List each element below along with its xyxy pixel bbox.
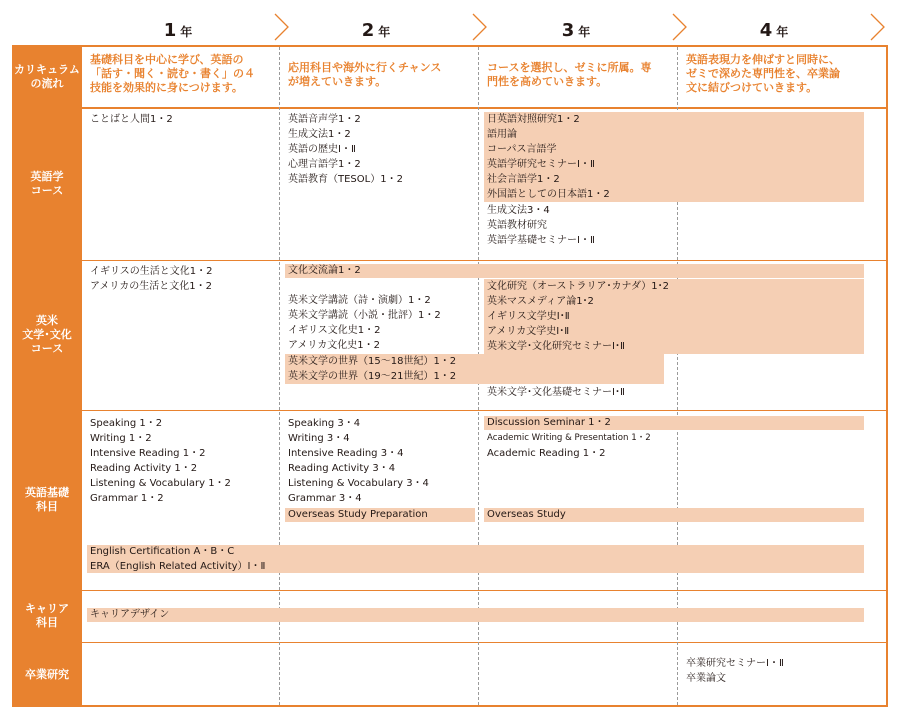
curriculum-y2: 応用科目や海外に行くチャンス が増えていきます。 [288, 61, 442, 88]
course-item: Overseas Study [487, 509, 566, 520]
course-item: コーパス言語学 [487, 144, 557, 155]
course-item: Speaking 3・4 [288, 418, 361, 429]
course-item: アメリカ文学史Ⅰ･Ⅱ [487, 326, 570, 337]
course-item: Intensive Reading 1・2 [90, 448, 206, 459]
row-label-career: キャリア 科目 [12, 590, 82, 642]
course-item: 英語学基礎セミナーⅠ・Ⅱ [487, 235, 595, 246]
year-suffix: 年 [180, 25, 193, 39]
eigogaku-y3-list [487, 203, 595, 248]
course-item: 英語音声学1・2 [288, 114, 361, 125]
course-item: 卒業論文 [686, 673, 726, 684]
course-item: 英語教材研究 [487, 220, 547, 231]
course-item: 文化研究（オーストラリア･カナダ）1･2 [487, 281, 670, 292]
row-label-eibei: 英米 文学･文化 コース [12, 260, 82, 410]
row-divider [12, 107, 888, 109]
year-suffix: 年 [578, 25, 591, 39]
course-item: Writing 3・4 [288, 433, 350, 444]
course-item: 生成文法1・2 [288, 129, 351, 140]
course-item: ERA（English Related Activity）Ⅰ・Ⅱ [90, 561, 266, 572]
row-divider [12, 260, 888, 261]
curriculum-y3: コースを選択し、ゼミに所属。専 門性を高めていきます。 [487, 61, 652, 88]
course-item: Intensive Reading 3・4 [288, 448, 404, 459]
course-item: 英米文学･文化基礎セミナーⅠ･Ⅱ [487, 387, 625, 398]
row-divider [12, 590, 888, 591]
course-item: 外国語としての日本語1・2 [487, 189, 610, 200]
curriculum-y1: 基礎科目を中心に学び、英語の 「話す・聞く・読む・書く」の４ 技能を効果的に身につけます。 [90, 53, 255, 94]
year-header-2 [278, 6, 474, 48]
course-item: Listening & Vocabulary 3・4 [288, 478, 429, 489]
year-header-1 [80, 6, 276, 48]
course-item: 英米文学講読（小説・批評）1・2 [288, 310, 441, 321]
course-item: 卒業研究セミナーⅠ・Ⅱ [686, 658, 784, 669]
highlight-band [285, 264, 864, 278]
year-number: 2 [361, 20, 375, 41]
row-label-eigogaku: 英語学 コース [12, 108, 82, 260]
course-item: Reading Activity 1・2 [90, 463, 198, 474]
course-item: イギリス文学史Ⅰ･Ⅱ [487, 311, 570, 322]
eibei-y1-list [90, 264, 213, 294]
course-item: Listening & Vocabulary 1・2 [90, 478, 231, 489]
course-item: Academic Writing & Presentation 1・2 [487, 433, 651, 443]
course-item: English Certification A・B・C [90, 546, 235, 557]
course-item: イギリスの生活と文化1・2 [90, 266, 213, 277]
course-item: アメリカ文化史1・2 [288, 340, 381, 351]
course-item: Reading Activity 3・4 [288, 463, 396, 474]
eibei-y3-highlight-list [487, 279, 669, 354]
year-header-4 [676, 6, 872, 48]
course-item: 英米文学･文化研究セミナーⅠ･Ⅱ [487, 341, 625, 352]
kiso-band-list [90, 544, 265, 574]
course-item: 生成文法3・4 [487, 205, 550, 216]
course-item: 英語の歴史Ⅰ・Ⅱ [288, 144, 356, 155]
course-item: Academic Reading 1・2 [487, 448, 606, 459]
course-item: 語用論 [487, 129, 517, 140]
year-number: 4 [759, 20, 773, 41]
curriculum-y4: 英語表現力を伸ばすと同時に、 ゼミで深めた専門性を、卒業論 文に結びつけていきます。 [686, 53, 840, 94]
year-suffix: 年 [378, 25, 391, 39]
eigogaku-y3-highlight-list [487, 112, 610, 202]
course-item: 日英語対照研究1・2 [487, 114, 580, 125]
year-header-3 [478, 6, 674, 48]
eigogaku-y2-list [288, 112, 403, 187]
course-item: Grammar 1・2 [90, 493, 164, 504]
course-item: ことばと人間1・2 [90, 114, 173, 125]
course-item: Discussion Seminar 1・2 [487, 417, 611, 428]
column-divider [279, 47, 280, 705]
row-divider [12, 642, 888, 643]
highlight-band [87, 608, 864, 622]
course-item: イギリス文化史1・2 [288, 325, 381, 336]
row-label-kiso: 英語基礎 科目 [12, 410, 82, 590]
course-item: キャリアデザイン [90, 609, 170, 620]
row-label-sotsugyo: 卒業研究 [12, 642, 82, 707]
eibei-y2-list [288, 293, 441, 353]
kiso-y2-list [288, 416, 429, 506]
course-item: 英米マスメディア論1･2 [487, 296, 594, 307]
chevron-right-icon [870, 6, 886, 48]
course-item: 文化交流論1・2 [288, 265, 361, 276]
course-item: アメリカの生活と文化1・2 [90, 281, 213, 292]
eibei-y2-highlight-list [288, 354, 456, 384]
course-item: Grammar 3・4 [288, 493, 362, 504]
row-label-curriculum: カリキュラム の流れ [12, 45, 82, 108]
course-item: Overseas Study Preparation [288, 509, 428, 520]
course-item: 英米文学の世界（19〜21世紀）1・2 [288, 371, 457, 382]
year-number: 1 [163, 20, 177, 41]
row-divider [12, 410, 888, 411]
course-item: 心理言語学1・2 [288, 159, 361, 170]
course-item: Speaking 1・2 [90, 418, 163, 429]
sotsugyo-y4-list [686, 656, 784, 686]
course-item: 英米文学の世界（15〜18世紀）1・2 [288, 356, 457, 367]
course-item: 英米文学講読（詩・演劇）1・2 [288, 295, 431, 306]
course-item: 英語学研究セミナーⅠ・Ⅱ [487, 159, 595, 170]
kiso-y1-list [90, 416, 231, 506]
course-item: Writing 1・2 [90, 433, 152, 444]
year-number: 3 [561, 20, 575, 41]
course-item: 英語教育（TESOL）1・2 [288, 174, 403, 185]
year-suffix: 年 [776, 25, 789, 39]
course-item: 社会言語学1・2 [487, 174, 560, 185]
